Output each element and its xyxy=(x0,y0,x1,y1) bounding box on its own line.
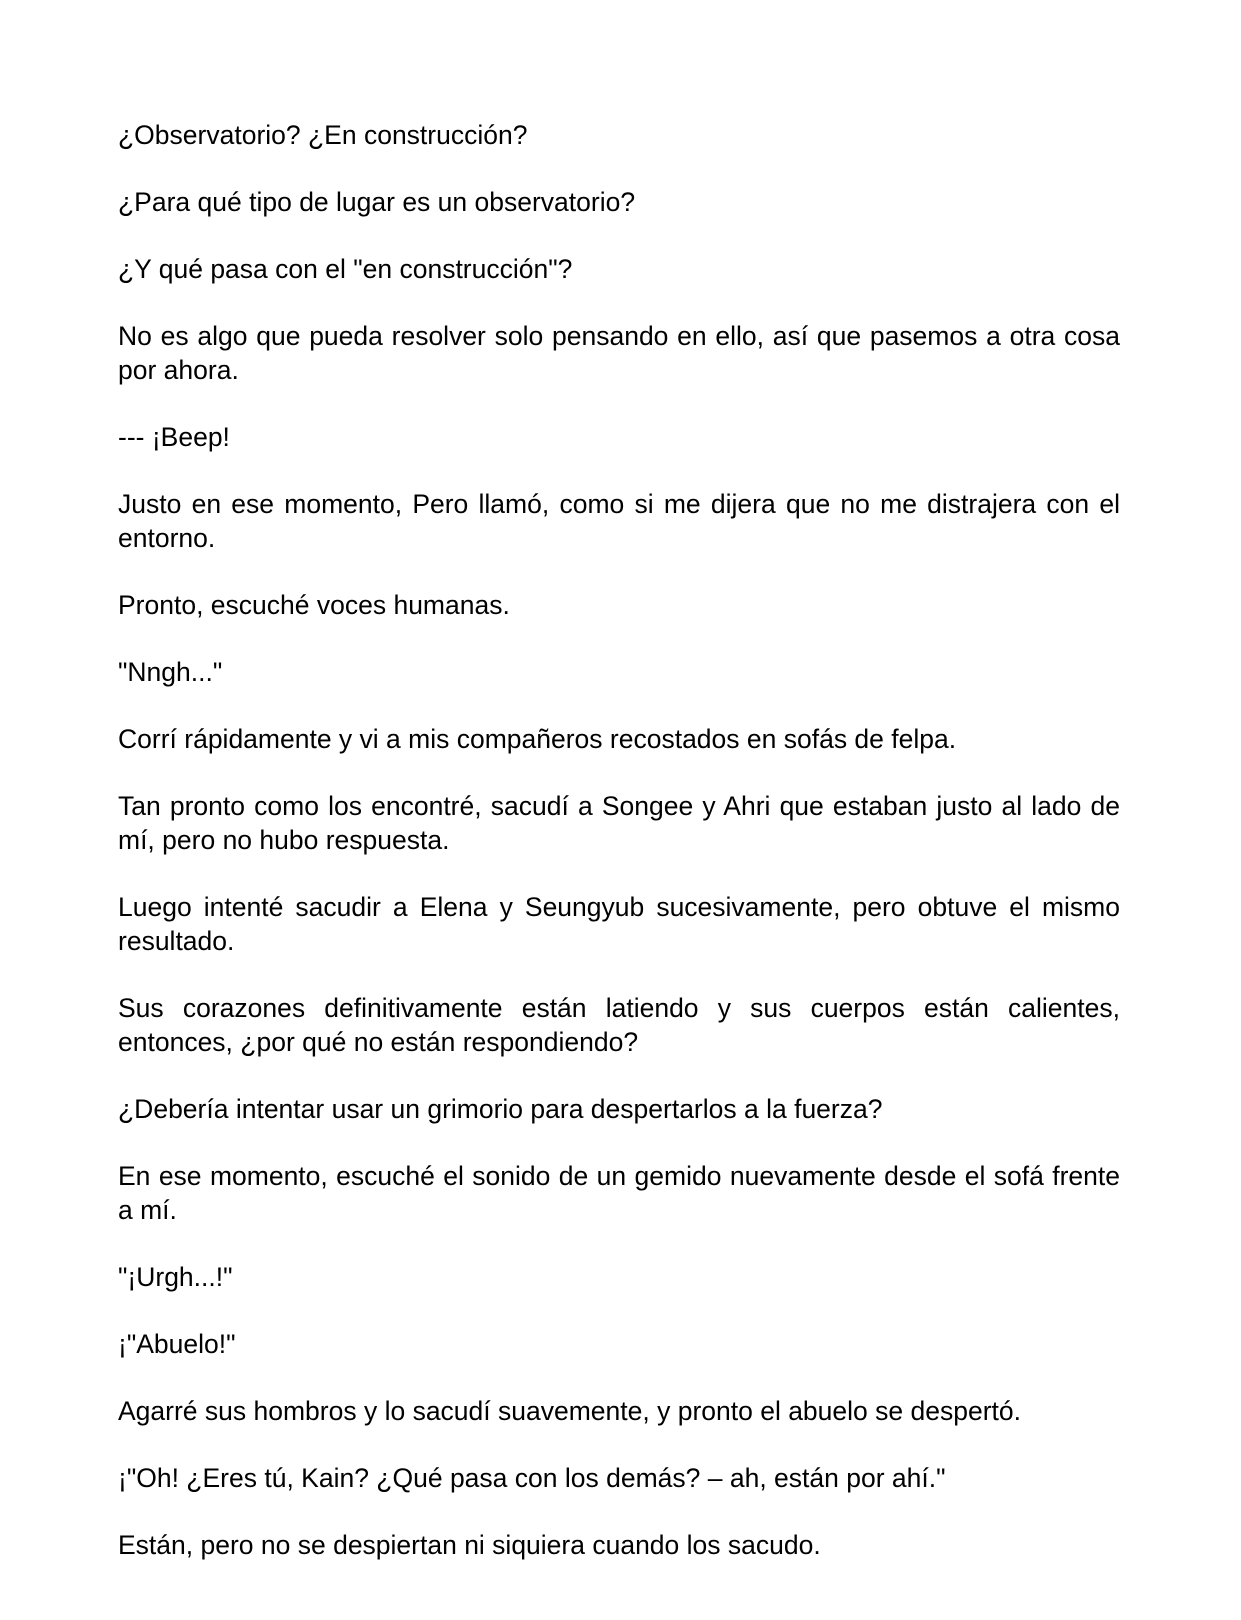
paragraph: Tan pronto como los encontré, sacudí a Songee y Ahri que estaban justo al lado de mí, pero no hubo respuesta. xyxy=(118,791,1120,855)
paragraph: --- ¡Beep! xyxy=(118,422,230,452)
paragraph: "¡Urgh...!" xyxy=(118,1262,233,1292)
paragraph: En ese momento, escuché el sonido de un gemido nuevamente desde el sofá frente a mí. xyxy=(118,1161,1120,1225)
paragraph: ¿Observatorio? ¿En construcción? xyxy=(118,120,528,150)
paragraph: Pronto, escuché voces humanas. xyxy=(118,590,510,620)
paragraph: ¿Para qué tipo de lugar es un observatorio? xyxy=(118,187,636,217)
paragraph: ¿Debería intentar usar un grimorio para despertarlos a la fuerza? xyxy=(118,1094,883,1124)
paragraph: No es algo que pueda resolver solo pensando en ello, así que pasemos a otra cosa por ahora. xyxy=(118,321,1120,385)
paragraph: Están, pero no se despiertan ni siquiera cuando los sacudo. xyxy=(118,1530,821,1560)
paragraph: Sus corazones definitivamente están latiendo y sus cuerpos están calientes, entonces, ¿por qué no están respondiendo? xyxy=(118,993,1120,1057)
paragraph: Luego intenté sacudir a Elena y Seungyub sucesivamente, pero obtuve el mismo resultado. xyxy=(118,892,1120,956)
paragraph: ¡"Oh! ¿Eres tú, Kain? ¿Qué pasa con los demás? – ah, están por ahí." xyxy=(118,1463,946,1493)
paragraph: Justo en ese momento, Pero llamó, como si me dijera que no me distrajera con el entorno. xyxy=(118,489,1120,553)
paragraph: "Nngh..." xyxy=(118,657,223,687)
paragraph: Agarré sus hombros y lo sacudí suavemente, y pronto el abuelo se despertó. xyxy=(118,1396,1021,1426)
paragraph: ¡"Abuelo!" xyxy=(118,1329,236,1359)
document-page xyxy=(118,118,1120,1595)
paragraph: Corrí rápidamente y vi a mis compañeros recostados en sofás de felpa. xyxy=(118,724,957,754)
paragraph: ¿Y qué pasa con el "en construcción"? xyxy=(118,254,573,284)
